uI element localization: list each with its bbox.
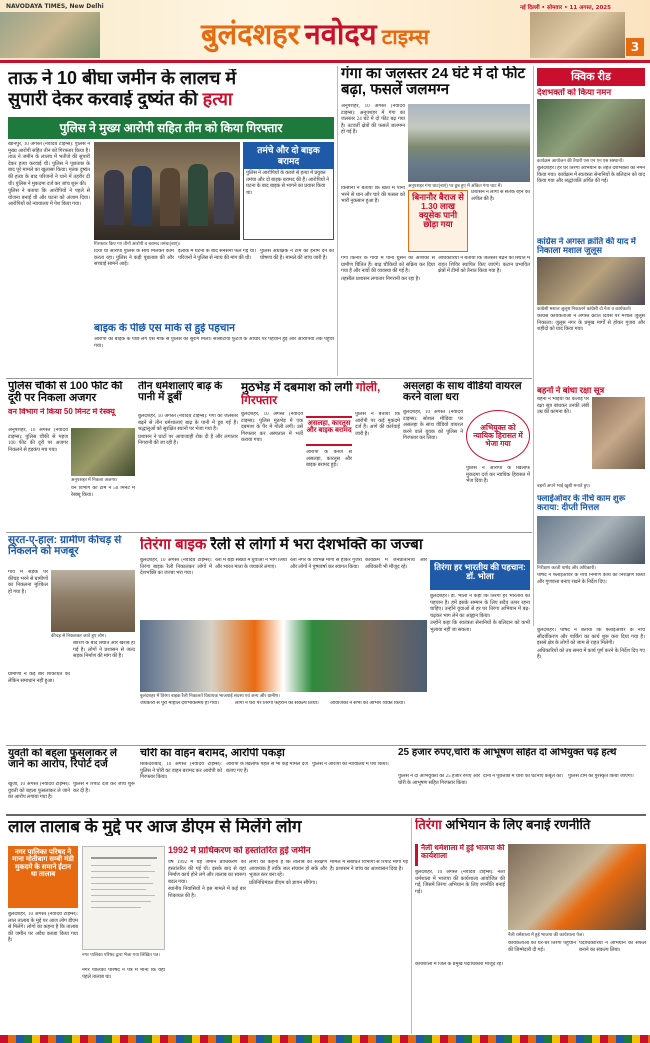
quick-read-item1-title: देशभक्तों को किया नमन <box>537 88 612 97</box>
rally-headline-rest: रैली से लोगों में भरा देशभक्ति का जज्बा <box>210 537 423 553</box>
masthead-title <box>110 14 520 54</box>
minor-headline: युवती को बहला फुसलाकर ले जाने का आरोप, रिपोर्ट दर्ज <box>8 748 118 771</box>
python-photo <box>71 428 135 476</box>
tiranga-body-col1: बुलंदशहर, 10 अगस्त (नवोदय टाइम्स): नैली धर्मशाला में भाजपा की कार्यशाला आयोजित की गई, जिसमें तिरंगा अभियान के लिए रणनीति बनाई गई। <box>415 870 505 895</box>
encounter-body-col1: बुलंदशहर, 10 अगस्त (नवोदय टाइम्स): पुलिस मुठभेड़ में एक दबमाश के पैर में गोली लगी। उसे गिरफ्तार कर अस्पताल में भर्ती कराया गया। <box>241 412 303 444</box>
rally-body-col2: रैली में बड़ी संख्या में युवाओं ने भाग लिया और भारत माता के जयकारे लगाए। <box>215 558 287 570</box>
lead-subhead: पुलिस ने मुख्य आरोपी सहित तीन को किया गिरफ्तार <box>8 117 334 139</box>
lake-side-box <box>8 846 78 908</box>
ganga-body-col4: गंगा किनारे के गांवों में पानी घुसने की आशंका से ग्रामीण चिंतित हैं। बाढ़ चौकियों को सक्रिय कर दिया गया है और नावों की व्यवस्था की गई है। तहसील प्रशासन लगातार निगरानी कर रहा है। <box>341 256 435 282</box>
video-headline: असलहा के साथ वीडियो वायरल करने वाला धरा <box>403 381 522 404</box>
mud-headline: सूरत-ए-हाल: ग्रामीण कीचड़ से निकलने को मजबूर <box>8 535 122 558</box>
encounter-headline <box>241 381 399 406</box>
lake-body-col3: वर्ष 1992 में यह जमीन प्राधिकरण को हस्तांतरित की गई थी। इसके बाद से यहां निर्माण कार्य होने लगे और तालाब का स्वरूप बदल गया। स्थानीय निवासियों ने इस मामले में कई बार शिकायत की है। <box>168 860 246 899</box>
rally-body-col6: लोगों ने घरों पर तिरंगा फहराने का संकल्प लिया। <box>235 701 319 706</box>
quick-read-item4-caption: निरीक्षण करती पार्षद और अधिकारी। <box>537 565 597 570</box>
masthead-right-photo <box>530 12 625 58</box>
lake-caption: नगर पालिका परिषद द्वारा भेजा गया लिखित पत्र। <box>82 952 160 957</box>
masthead-left-photo <box>0 12 100 58</box>
masthead-rule <box>0 60 650 63</box>
masthead <box>0 0 650 60</box>
quick-read-item2-caption: कांग्रेसी मशाल जुलूस निकालने कांग्रेसी दो नेता व कार्यकर्ता। <box>537 306 632 311</box>
thief-body-col2: आरोपी के खिलाफ पहले से भी कई मामले दर्ज बताए गए हैं। <box>226 762 308 774</box>
ganga-caption: अनूपशहर गंगा घाट(बाएं) पर डूब हुए में अंकित गंगा घाट में। <box>408 183 503 188</box>
lead-body-col1: खानपुर, 10 अगस्त (नवोदय टाइम्स): पुलिस ने मुख्य आरोपी सहित तीन को गिरफ्तार किया है। ताऊ ने जमीन के लालच में भतीजे की सुपारी देकर हत्या करवाई थी। पुलिस ने पूछताछ के बाद पूरे मामले का खुलासा किया। मृतक दुष्यंत की हत्या के बाद परिजनों ने थाने में तहरीर दी थी। पुलिस ने मुकदमा दर्ज कर जांच शुरू की। पुलिस ने बताया कि आरोपियों ने पहले से योजना बनाई थी और घटना को अंजाम दिया। आरोपियों को न्यायालय में पेश किया गया। <box>8 142 90 208</box>
quick-read-item1-photo <box>537 99 645 157</box>
lake-subheadline: 1992 में प्राधिकरण को हस्तांतरित हुई जमीन <box>168 846 311 855</box>
jewelry-headline: 25 हजार रुपए,चोरी के आभूषण सहित दो अभियुक्त चढ़े हत्थे <box>398 748 617 758</box>
lead-headline-2-red: हत्या <box>202 90 233 109</box>
lead-photo <box>94 142 240 240</box>
ganga-headline: गंगा का जलस्तर 24 घंटे में दो फीट बढ़ा, फसलें जलमग्न <box>341 66 526 98</box>
tiranga-headline <box>415 818 646 832</box>
mud-photo <box>51 570 135 632</box>
rally-side-box-text: तिरंगा हर भारतीय की पहचान: डॉ. भोला <box>434 562 526 581</box>
quick-read-item3-photo <box>592 397 645 469</box>
lead-box-text: पुलिस ने आरोपियों के कब्जे से हत्या में प्रयुक्त तमंचा और दो बाइक बरामद की हैं। आरोपियों ने घटना के बाद बाइक से भागने का प्रयास किया था। <box>246 171 329 196</box>
quick-read-item3-caption: बहनों अपने भाई खुशी मनाते हुए। <box>537 483 591 488</box>
rally-body-col7: आयोजकों ने सभी का आभार व्यक्त किया। <box>330 701 406 706</box>
lead-box <box>243 142 334 240</box>
lake-body-col2: नगर पालिका परिषद ने पत्र में माना कि यहां पहले तालाब था। <box>82 968 165 980</box>
footer-strip <box>0 1035 650 1043</box>
video-callout-text: अभियुक्त को न्यायिक हिरासत में भेजा गया <box>473 423 523 448</box>
mud-caption: कीचड़ से निकलकर जाते हुए लोग। <box>51 633 107 638</box>
tiranga-body-col3: पदाधिकारियों ने अभियान को सफल बनाने का संकल्प लिया। <box>579 941 646 953</box>
ganga-box-text: बिनानौर बैराज से 1.30 लाख क्यूसेक पानी छोड़ा गया <box>412 192 464 229</box>
quick-read-item2-title: कांग्रेस ने अगस्त क्रांति की याद में निकाला मशाल जुलूस <box>537 237 636 255</box>
rally-photo <box>140 620 427 692</box>
tiranga-subhead <box>415 844 505 866</box>
rally-side-body: बुलंदशहर। डॉ. भोला ने कहा कि तिरंगा हर भारतीय की पहचान है। हमें इसके सम्मान के लिए सदैव तत्पर रहना चाहिए। उन्होंने युवाओं से हर घर तिरंगा अभियान में बढ़-चढ़कर भाग लेने का आह्वान किया। उन्होंने कहा कि स्वतंत्रता सेनानियों के बलिदान को कभी भुलाया नहीं जा सकता। <box>430 594 530 633</box>
lead-headline-2 <box>8 90 334 109</box>
thief-body-col3: पुलिस ने आरोपी को न्यायालय में पेश किया। <box>312 762 389 767</box>
jewelry-body-col3: पुलिस टीम को पुरस्कृत किया जाएगा। <box>568 774 634 779</box>
quick-read-item4-title: फ्लाईओवर के नीचे काम शुरू कराया: दीप्ती मित्तल <box>537 494 626 512</box>
lake-body-col4: लोगों का कहना है कि तालाब का संरक्षण आवश्यक है ताकि जल संचयन हो सके और भूजल स्तर बना रहे। प्रतिनिधिमंडल डीएम को ज्ञापन सौंपेगा। <box>249 860 327 886</box>
drowning-headline: तीन धर्मशालाएं बाढ़ के पानी में डूबीं <box>138 381 223 404</box>
tiranga-photo <box>508 844 646 930</box>
python-body-col1: अनूपशहर, 10 अगस्त (नवोदय टाइम्स): पुलिस चौकी से महज 100 फीट की दूरी पर अजगर निकलने से हड़कंप मच गया। <box>8 428 68 453</box>
lead-body-col4: पुलिस अधीक्षक ने टीम को इनाम देने की घोषणा की है। मामले की जांच जारी है। <box>260 249 334 261</box>
lead-headline-1: ताऊ ने 10 बीघा जमीन के लालच में <box>8 69 237 88</box>
title-brand: नवोदय <box>304 17 377 51</box>
lake-body-col1: बुलंदशहर, 10 अगस्त (नवोदय टाइम्स): लाल तालाब के मुद्दे पर आज लोग डीएम से मिलेंगे। लोगों का कहना है कि तालाब की जमीन पर अवैध कब्जा किया गया है। <box>8 912 78 944</box>
title-suffix: टाइम्स <box>381 25 430 49</box>
lead-subheadline: बाइक के पीछे एस मार्क से हुई पहचान <box>94 323 236 334</box>
page-number: 3 <box>626 38 644 56</box>
lead-headline-2-black: सुपारी देकर करवाई दुष्यंत की <box>8 90 198 109</box>
quick-read-item2-body: कांग्रेस कार्यकर्ताओं ने अगस्त क्रांति दिवस पर मशाल जुलूस निकाला। जुलूस नगर के प्रमुख मार्गों से होकर गुजरा और शहीदों को याद किया गया। <box>537 314 645 333</box>
encounter-callout <box>306 416 352 446</box>
rally-body-col1: बुलंदशहर, 10 अगस्त (नवोदय टाइम्स): तिरंगा बाइक रैली निकालकर लोगों में देशभक्ति का जज्बा भरा गया। <box>140 558 212 577</box>
rally-body-col3: रैली नगर के विभिन्न मार्गों से होकर गुजरी और लोगों ने पुष्पवर्षा कर स्वागत किया। <box>290 558 362 570</box>
quick-read-item1-body: बुलंदशहर। हर घर तिरंगा अभियान के तहत देशभक्तों को नमन किया गया। कार्यक्रम में स्वतंत्रता सेनानियों के बलिदान को याद किया गया और श्रद्धांजलि अर्पित की गई। <box>537 166 645 185</box>
minor-body-col1: खुर्जा, 10 अगस्त (नवोदय टाइम्स): युवती को बहला फुसलाकर ले जाने का आरोप लगाया गया है। <box>8 782 70 801</box>
lake-side-box-text: नगर पालिका परिषद ने माना मोतीबाग सम्बी मंडी मुकदमे के समाने ईंटान था तालाब <box>12 849 74 879</box>
quick-read-item2-photo <box>537 257 645 305</box>
encounter-body-col3: पुलिस ने बताया कि आरोपी पर कई मुकदमे दर्ज हैं। आगे की कार्रवाई जारी है। <box>355 412 400 437</box>
rally-side-box <box>430 560 530 590</box>
tiranga-headline-rest: अभियान के लिए बनाई रणनीति <box>445 818 591 832</box>
rally-body-col5: जयकारों से पूरा माहौल देशभक्तिमय हो गया। <box>140 701 219 706</box>
rally-headline <box>140 537 530 553</box>
drowning-body: बुलंदशहर, 10 अगस्त (नवोदय टाइम्स): गंगा का जलस्तर बढ़ने से तीन धर्मशालाएं बाढ़ के पानी में डूब गई हैं। श्रद्धालुओं को सुरक्षित स्थानों पर भेजा गया है। प्रशासन ने घाटों पर आवाजाही रोक दी है और लगातार निगरानी की जा रही है। <box>138 414 238 447</box>
jewelry-body-col1: पुलिस ने दो अभियुक्तों को 25 हजार रुपए और चोरी के आभूषण सहित गिरफ्तार किया। <box>398 774 480 786</box>
quick-read-item4-photo <box>537 516 645 564</box>
edition-label: NAVODAYA TIMES, New Delhi <box>6 3 104 10</box>
encounter-headline-red: गोली, गिरफ्तार <box>241 381 381 407</box>
lead-body-col5: आरोपी की बाइक के पीछे लगे एस मार्क से पुलिस को सुराग मिला। सीसीटीवी फुटेज के आधार पर पहचान हुई और आरोपियों तक पहुंचा गया। <box>94 337 334 349</box>
lead-box-title: तमंचे और दो बाइक बरामद <box>244 143 333 169</box>
right-column-body: बुलंदशहर। पार्षद ने बताया कि फ्लाईओवर के नीचे सौंदर्यीकरण और पार्किंग का कार्य शुरू करा दिया गया है। इससे क्षेत्र के लोगों को जाम से राहत मिलेगी। अधिकारियों को तय समय में कार्य पूर्ण करने के निर्देश दिए गए हैं। <box>537 628 645 661</box>
quick-read-label: क्विक रीड <box>537 68 645 86</box>
python-body-col2: वन विभाग की टीम ने 50 मिनट में रेस्क्यू किया। <box>71 486 135 498</box>
tiranga-headline-red: तिरंगा <box>415 818 442 832</box>
tiranga-body-col4: कार्यशाला में जिले के प्रमुख पदाधिकारी मौजूद रहे। <box>415 962 504 967</box>
rally-headline-red: तिरंगा बाइक <box>140 537 207 553</box>
ganga-body-col3: प्रशासन ने लोगों से सतर्क रहने की अपील की है। <box>471 190 530 202</box>
quick-read-item3-title: बहनों ने बांधा रक्षा सूत्र <box>537 386 605 395</box>
thief-headline: चोरी का वाहन बरामद, आरोपी पकड़ा <box>140 748 285 759</box>
ganga-box <box>408 190 468 252</box>
encounter-body-col2: आरोपी के कब्जे से असलहा, कारतूस और बाइक बरामद हुई। <box>306 450 352 469</box>
lake-document-photo <box>82 846 165 950</box>
thief-body-col1: सिकंदराबाद, 10 अगस्त (नवोदय टाइम्स): पुलिस ने चोरी का वाहन बरामद कर आरोपी को गिरफ्तार किया। <box>140 762 222 781</box>
python-headline: पुलिस चौकी से 100 फीट की दूरी पर निकला अजगर <box>8 381 123 404</box>
ganga-body-col2: किसानों ने बताया कि खेतों में पानी भरने से धान और चारे की फसल को भारी नुकसान हुआ है। <box>341 186 405 205</box>
encounter-headline-black: मुठभेड़ में दबमाश को लगी <box>241 381 353 394</box>
lake-headline: लाल तालाब के मुद्दे पर आज डीएम से मिलेंगे लोग <box>8 818 302 836</box>
video-body-col1: बुलंदशहर, 10 अगस्त (नवोदय टाइम्स): सोशल मीडिया पर असलहा के साथ वीडियो वायरल करने वाले युवक को पुलिस ने गिरफ्तार कर लिया। <box>403 410 463 442</box>
quick-read-item3-body: बहनों ने भाइयों की कलाई पर रक्षा सूत्र बांधकर उनकी लंबी उम्र की कामना की। <box>537 397 589 416</box>
video-body-col2: पुलिस ने आरोपी के खिलाफ मुकदमा दर्ज कर न्यायिक हिरासत में भेज दिया है। <box>466 466 530 485</box>
quick-read-item1-caption: कार्यक्रम आयोजन की तैयारी एस एन एन एस संस्थानों। <box>537 158 624 163</box>
python-subhead: वन विभाग ने किया 50 मिनट में रेस्क्यू <box>8 408 115 416</box>
lake-body-col5: मामले में संबंधित विभागों से रिपोर्ट मांगी गई है। प्रशासन ने जांच का आश्वासन दिया है। <box>330 860 408 872</box>
ganga-body-col1: अनूपशहर, 10 अगस्त (नवोदय टाइम्स): अनूपशहर में गंगा का जलस्तर 24 घंटे में दो फीट बढ़ गया है। तटवर्ती क्षेत्रों की फसलें जलमग्न हो गई हैं। <box>341 104 405 136</box>
tiranga-caption: नैली धर्मशाला में हुई भाजपा की कार्यशाला पेज। <box>508 932 584 937</box>
title-city: बुलंदशहर <box>200 17 300 51</box>
jewelry-body-col2: दोनों ने पूछताछ में चोरी की घटनाएं कबूल कीं। <box>483 774 564 779</box>
encounter-callout-text: असलहा, कारतूस और बाइक बरामद <box>306 420 352 435</box>
issue-date: नई दिल्ली • सोमवार • 11 अगस्त, 2025 <box>520 5 611 11</box>
lead-body-col3: इलाके में घटना के बाद सनसनी फैल गई थी। परिजनों ने पुलिस से न्याय की मांग की थी। <box>178 249 256 261</box>
tiranga-subhead-text: नैली धर्मशाला में हुई भाजपा की कार्यशाला <box>421 844 505 860</box>
mud-body-col2: ग्रामीणों ने कई बार शिकायत की लेकिन समाधान नहीं हुआ। <box>8 672 70 684</box>
minor-body-col2: पुलिस ने रिपोर्ट दर्ज कर जांच शुरू कर दी है। <box>73 782 135 794</box>
video-callout <box>466 410 530 462</box>
lead-photo-caption: गिरफ्तार किए गए तीनों आरोपी व बरामद तमंचा(बाएं)। <box>94 241 181 246</box>
rally-caption: बुलंदशहर में तिरंगा बाइक रैली निकालते विधायक भाजपाई सदस्य एवं अन्य और ग्रामीण। <box>140 693 281 698</box>
ganga-photo <box>408 104 530 182</box>
mud-body-col3: बारिश के बाद स्थिति और खराब हो गई है। लोगों ने प्रशासन से जल्द सड़क निर्माण की मांग की है। <box>73 641 135 660</box>
tiranga-body-col2: कार्यकर्ताओं को घर-घर तिरंगा पहुंचाने की जिम्मेदारी दी गई। <box>508 941 576 953</box>
python-caption: अनूपशहर में निकला अजगर। <box>71 477 118 482</box>
mud-body-col1: गांव में सड़क पर कीचड़ भरने से ग्रामीणों का निकलना मुश्किल हो गया है। <box>8 570 48 595</box>
quick-read-item4-body: पार्षद ने फ्लाईओवर के नीचे निर्माण कार्य का निरीक्षण किया और गुणवत्ता बनाए रखने के निर्देश दिए। <box>537 573 645 585</box>
lead-body-col2: दिया था आरोपी पुलिस के साथ मिलकर काम करता रहा। पुलिस ने कड़ी पूछताछ की और सच्चाई सामने आई। <box>94 249 174 268</box>
rally-body-col4: कार्यक्रम में जनप्रतिनिधि और अधिकारी भी मौजूद रहे। <box>365 558 427 570</box>
ganga-body-col5: अधिकारियों ने बताया कि जलस्तर बढ़ने की स्थिति में राहत शिविर स्थापित किए जाएंगे। कटान प्रभावित क्षेत्रों में टीमों को तैनात किया गया है। <box>438 256 530 275</box>
